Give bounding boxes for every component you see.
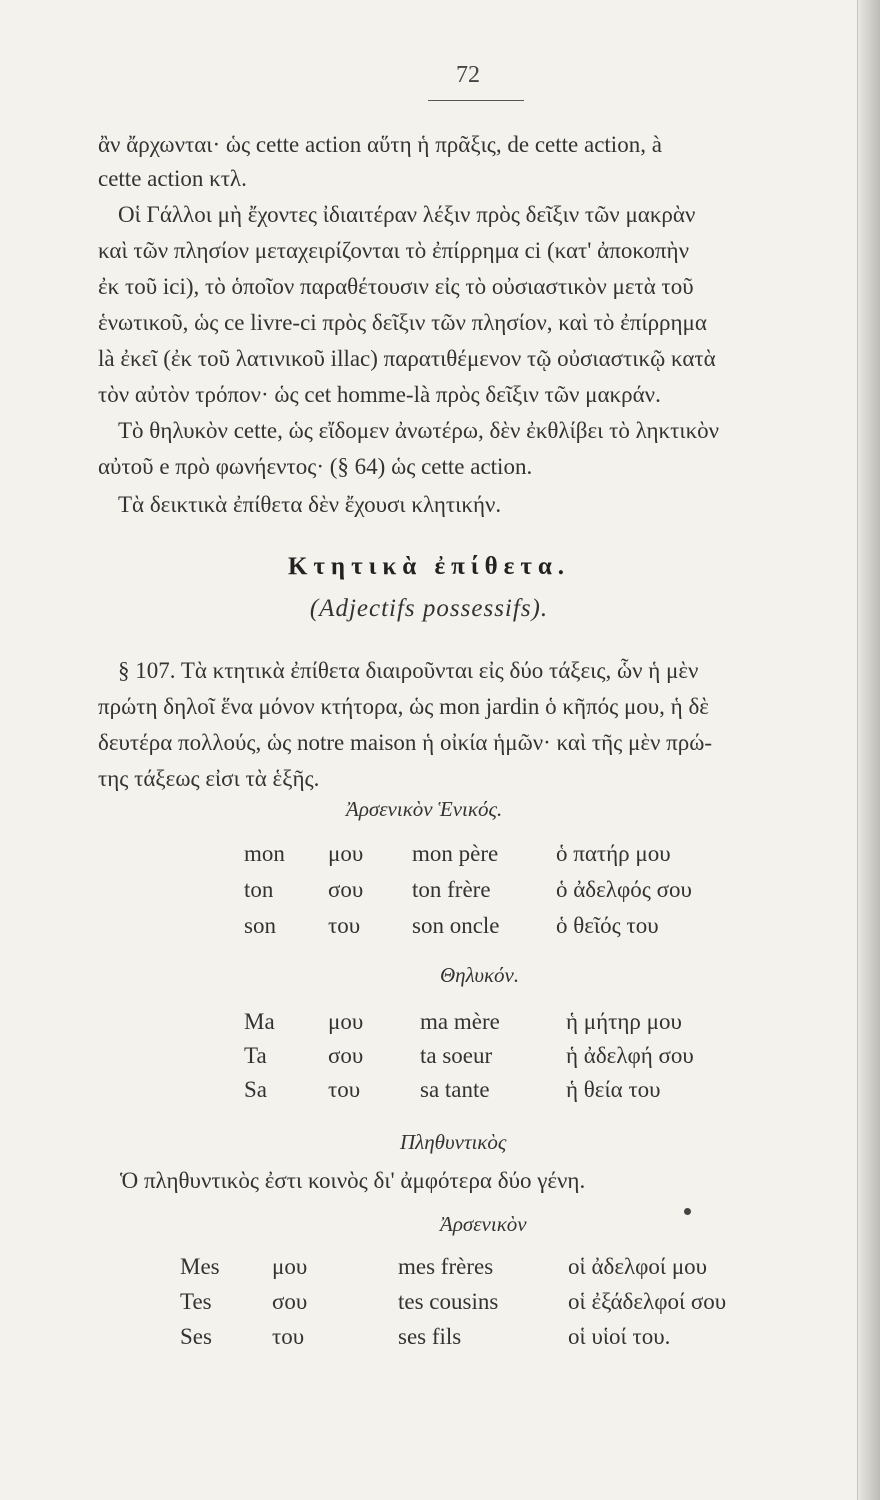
plural-note: Ὁ πληθυντικὸς ἐστι κοινὸς δι' ἀμφότερα δύο γένη. — [120, 1168, 586, 1193]
book-spine-edge — [857, 0, 880, 1500]
masc-row-1-example: mon père — [412, 841, 499, 866]
masc-row-2-example: ton frère — [412, 877, 491, 902]
paragraph-line: cette action κτλ. — [98, 166, 247, 191]
plural-row-2-example: tes cousins — [398, 1289, 499, 1314]
fem-row-1-translation: ἡ μήτηρ μου — [566, 1009, 682, 1034]
fem-row-3-example: sa tante — [420, 1077, 490, 1102]
paragraph-line: Τὰ δεικτικὰ ἐπίθετα δὲν ἔχουσι κλητικήν. — [118, 492, 502, 517]
fem-row-3-french: Sa — [244, 1077, 267, 1102]
plural-row-1-translation: οἱ ἀδελφοί μου — [568, 1254, 708, 1279]
paragraph-line: Οἱ Γάλλοι μὴ ἔχοντες ἰδιαιτέραν λέξιν πρὸς δεῖξιν τῶν μακρὰν — [118, 202, 696, 227]
fem-row-2-example: ta soeur — [420, 1043, 493, 1068]
paragraph-line: Τὸ θηλυκὸν cette, ὡς εἴδομεν ἀνωτέρω, δὲν ἐκθλίβει τὸ ληκτικὸν — [118, 418, 720, 443]
section-subheading: (Adjectifs possessifs). — [309, 595, 549, 622]
masc-row-2-french: ton — [244, 877, 274, 902]
masc-row-3-greek: του — [328, 913, 361, 938]
plural-caption: Πληθυντικὸς — [400, 1130, 507, 1154]
plural-row-1-greek: μου — [272, 1254, 308, 1279]
paragraph-line: là ἐκεῖ (ἐκ τοῦ λατινικοῦ illac) παρατιθέμενον τῷ οὐσιαστικῷ κατὰ — [98, 346, 716, 371]
ink-speck — [684, 1208, 691, 1215]
fem-row-1-greek: μου — [328, 1009, 364, 1034]
paragraph-line: τὸν αὐτὸν τρόπον· ὡς cet homme-là πρὸς δεῖξιν τῶν μακράν. — [98, 382, 661, 407]
plural-row-2-greek: σου — [272, 1289, 308, 1314]
masc-row-1-french: mon — [244, 841, 285, 866]
masc-row-2-translation: ὁ ἀδελφός σου — [556, 877, 692, 902]
masc-row-1-greek: μου — [328, 841, 364, 866]
plural-row-2-translation: οἱ ἐξάδελφοί σου — [568, 1289, 727, 1314]
masc-row-3-example: son oncle — [412, 913, 500, 938]
section-heading: Κτητικὰ ἐπίθετα. — [287, 553, 571, 580]
section-line: δευτέρα πολλούς, ὡς notre maison ἡ οἰκία ἡμῶν· καὶ τῆς μὲν πρώ- — [98, 730, 713, 755]
fem-row-3-translation: ἡ θεία του — [566, 1077, 661, 1102]
plural-row-1-french: Mes — [180, 1254, 220, 1279]
page-number: 72 — [456, 62, 480, 88]
plural-row-1-example: mes frères — [398, 1254, 494, 1279]
section-line: § 107. Τὰ κτητικὰ ἐπίθετα διαιροῦνται εἰς δύο τάξεις, ὧν ἡ μὲν — [118, 658, 699, 683]
plural-row-3-french: Ses — [180, 1324, 212, 1349]
plural-row-2-french: Tes — [180, 1289, 212, 1314]
masc-row-2-greek: σου — [328, 877, 364, 902]
masc-row-3-french: son — [244, 913, 276, 938]
fem-row-2-greek: σου — [328, 1043, 364, 1068]
plural-sub-caption: Ἀρσενικὸν — [440, 1212, 527, 1236]
fem-row-2-french: Ta — [244, 1043, 267, 1068]
paragraph-line: ἂν ἄρχωνται· ὡς cette action αὕτη ἡ πρᾶξις, de cette action, à — [98, 132, 662, 157]
plural-row-3-example: ses fils — [398, 1324, 462, 1349]
masc-row-1-translation: ὁ πατήρ μου — [556, 841, 671, 866]
page-number-rule — [428, 100, 524, 101]
section-line: πρώτη δηλοῖ ἕνα μόνον κτήτορα, ὡς mon jardin ὁ κῆπός μου, ἡ δὲ — [98, 694, 709, 719]
paragraph-line: ἐκ τοῦ ici), τὸ ὁποῖον παραθέτουσιν εἰς τὸ οὐσιαστικὸν μετὰ τοῦ — [98, 274, 694, 299]
plural-row-3-translation: οἱ υἱοί του. — [568, 1324, 671, 1349]
masc-row-3-translation: ὁ θεῖός του — [556, 913, 659, 938]
fem-row-1-example: ma mère — [420, 1009, 500, 1034]
paragraph-line: καὶ τῶν πλησίον μεταχειρίζονται τὸ ἐπίρρημα ci (κατ' ἀποκοπὴν — [98, 238, 689, 263]
plural-row-3-greek: του — [272, 1324, 305, 1349]
paragraph-line: αὐτοῦ e πρὸ φωνήεντος· (§ 64) ὡς cette action. — [98, 454, 533, 479]
fem-singular-caption: Θηλυκόν. — [440, 963, 520, 987]
fem-row-3-greek: του — [328, 1077, 361, 1102]
fem-row-2-translation: ἡ ἀδελφή σου — [566, 1043, 694, 1068]
masc-singular-caption: Ἀρσενικὸν Ἑνικός. — [346, 797, 503, 821]
fem-row-1-french: Ma — [244, 1009, 275, 1034]
paragraph-line: ἑνωτικοῦ, ὡς ce livre-ci πρὸς δεῖξιν τῶν πλησίον, καὶ τὸ ἐπίρρημα — [98, 310, 707, 335]
section-line: της τάξεως εἰσι τὰ ἑξῆς. — [98, 766, 320, 791]
